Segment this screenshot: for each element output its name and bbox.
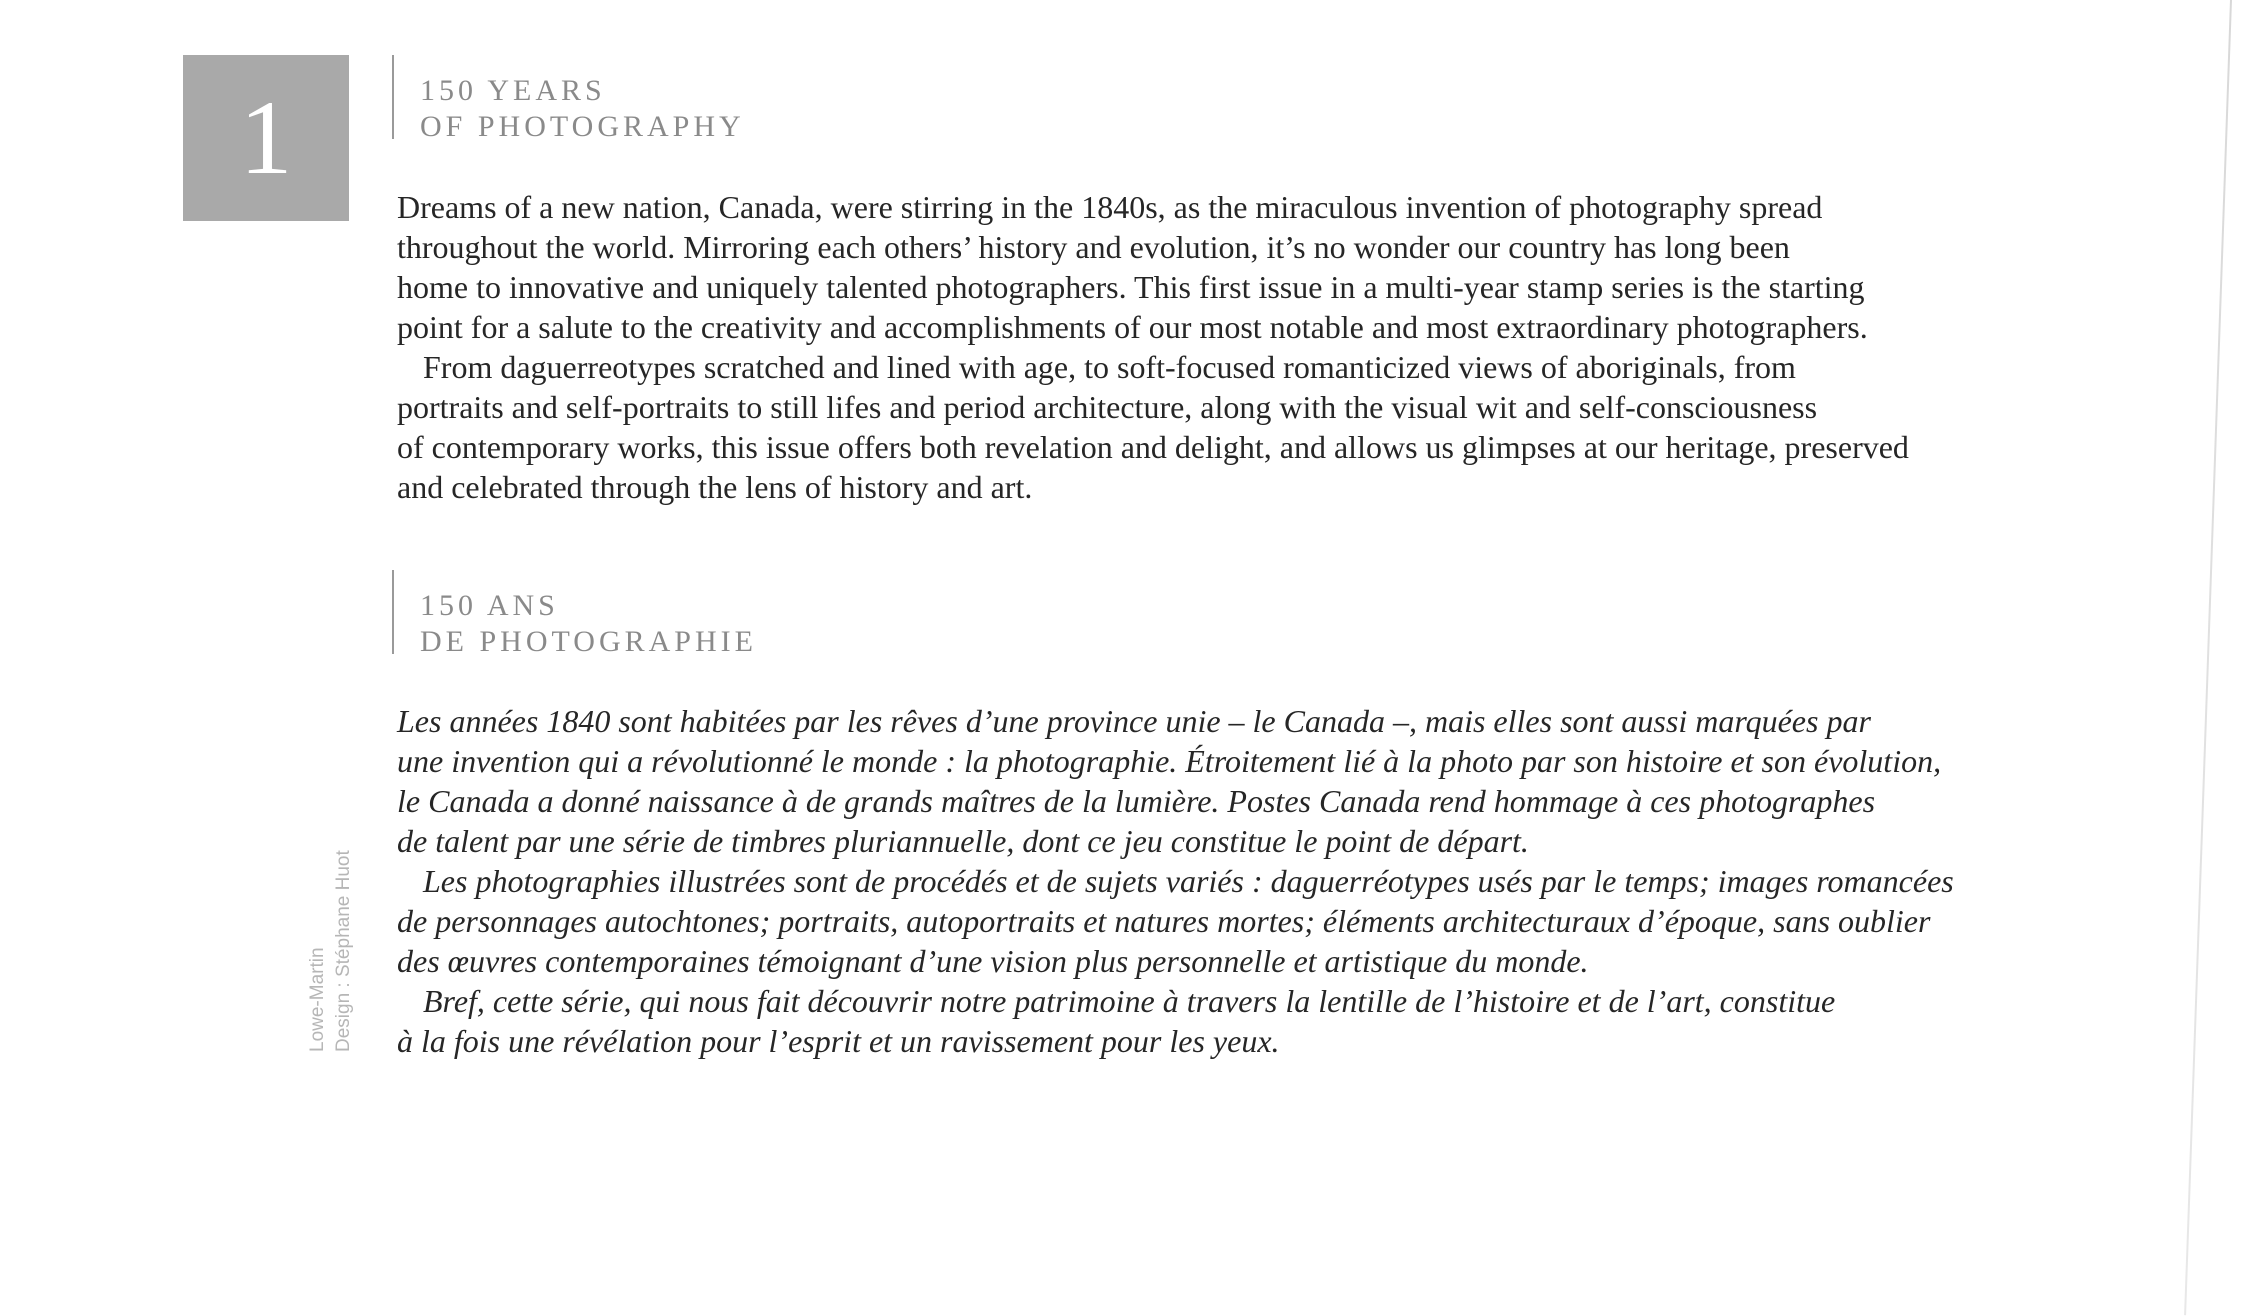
heading-line: 150 YEARS — [420, 74, 606, 107]
text-line: Dreams of a new nation, Canada, were stirring in the 1840s, as the miraculous invention of photography spread — [397, 189, 1823, 225]
text-line: throughout the world. Mirroring each others’ history and evolution, it’s no wonder our country has long been — [397, 229, 1790, 265]
english-heading — [392, 55, 745, 143]
section-number: 1 — [239, 79, 293, 196]
text-line: of contemporary works, this issue offers both revelation and delight, and allows us glimpses at our heritage, preserved — [397, 429, 1909, 465]
text-line: Bref, cette série, qui nous fait découvrir notre patrimoine à travers la lentille de l’histoire et de l’art, constitue — [423, 983, 1836, 1019]
text-line: de personnages autochtones; portraits, autoportraits et natures mortes; éléments architecturaux d’époque, sans oublier — [397, 903, 1931, 939]
page-edge — [2184, 0, 2232, 1315]
text-line: de talent par une série de timbres pluriannuelle, dont ce jeu constitue le point de départ. — [397, 823, 1529, 859]
text-line: portraits and self-portraits to still lifes and period architecture, along with the visual wit and self-consciousness — [397, 389, 1818, 425]
heading-line: OF PHOTOGRAPHY — [420, 110, 745, 143]
printer-design-credits — [305, 850, 357, 1052]
text-line: une invention qui a révolutionné le monde : la photographie. Étroitement lié à la photo par son histoire et son évolution, — [397, 743, 1942, 779]
heading-line: DE PHOTOGRAPHIE — [420, 625, 757, 658]
french-body — [397, 701, 2077, 1061]
design-credit: Design : Stéphane Huot — [333, 850, 354, 1052]
text-line: and celebrated through the lens of history and art. — [397, 469, 1033, 505]
text-line: From daguerreotypes scratched and lined with age, to soft-focused romanticized views of aboriginals, from — [423, 349, 1796, 385]
section-number-badge — [183, 55, 349, 221]
text-line: à la fois une révélation pour l’esprit et un ravissement pour les yeux. — [397, 1023, 1280, 1059]
heading-line: 150 ANS — [420, 589, 559, 622]
text-line: home to innovative and uniquely talented photographers. This first issue in a multi-year stamp series is the starting — [397, 269, 1865, 305]
text-line: des œuvres contemporaines témoignant d’une vision plus personnelle et artistique du monde. — [397, 943, 1589, 979]
french-heading — [392, 570, 757, 658]
text-line: Les années 1840 sont habitées par les rêves d’une province unie – le Canada –, mais elles sont aussi marquées par — [397, 703, 1871, 739]
text-line: point for a salute to the creativity and accomplishments of our most notable and most extraordinary photographers. — [397, 309, 1868, 345]
printer-credit: Lowe-Martin — [307, 947, 328, 1052]
text-line: le Canada a donné naissance à de grands maîtres de la lumière. Postes Canada rend hommage à ces photographes — [397, 783, 1876, 819]
english-body — [397, 187, 2077, 507]
text-line: Les photographies illustrées sont de procédés et de sujets variés : daguerréotypes usés par le temps; images romancées — [423, 863, 1954, 899]
